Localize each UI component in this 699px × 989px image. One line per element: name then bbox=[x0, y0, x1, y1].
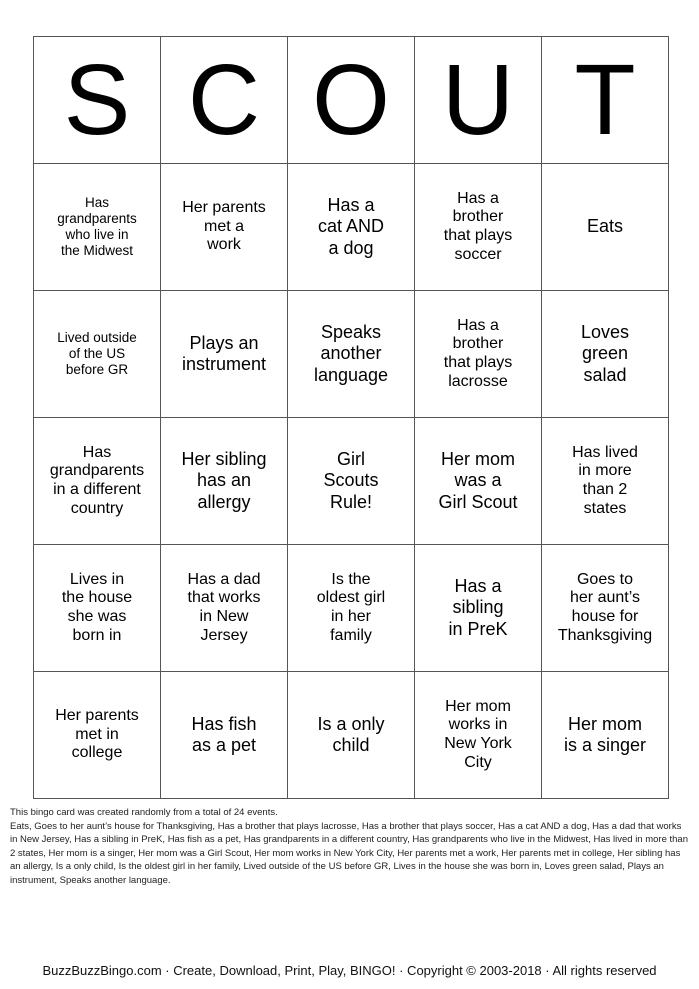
bingo-cell-line: Speaks bbox=[320, 322, 382, 343]
bingo-cell-line: Is a only bbox=[317, 713, 385, 734]
bingo-cell-line: country bbox=[70, 499, 124, 517]
bingo-cell[interactable] bbox=[161, 418, 288, 545]
bingo-cell-line: the house bbox=[61, 589, 133, 607]
bingo-cell[interactable] bbox=[161, 672, 288, 799]
bingo-cell-line: Her parents bbox=[55, 706, 139, 724]
bingo-cell-line: who live in bbox=[65, 227, 129, 242]
bingo-cell[interactable] bbox=[288, 672, 415, 799]
header-letter: S bbox=[34, 37, 161, 164]
bingo-cell-line: Her mom bbox=[445, 697, 511, 715]
header-letter: O bbox=[288, 37, 415, 164]
header-letter: C bbox=[161, 37, 288, 164]
bingo-cell-line: Lived outside bbox=[57, 330, 137, 346]
bingo-row bbox=[34, 418, 669, 545]
bingo-cell[interactable] bbox=[542, 418, 669, 545]
bingo-cell-line: Her parents bbox=[182, 198, 266, 216]
bingo-row bbox=[34, 164, 669, 291]
bingo-cell[interactable] bbox=[34, 418, 161, 545]
bingo-cell-line: works in bbox=[448, 716, 508, 734]
bingo-cell-line: brother bbox=[452, 208, 504, 226]
bingo-cell-line: Has a dad bbox=[187, 570, 261, 588]
bingo-cell[interactable] bbox=[34, 545, 161, 672]
bingo-cell[interactable] bbox=[542, 672, 669, 799]
bingo-cell[interactable] bbox=[34, 672, 161, 799]
bingo-cell-line: Thanksgiving bbox=[557, 626, 653, 644]
bingo-card bbox=[33, 36, 669, 799]
bingo-cell-line: was a bbox=[454, 470, 502, 491]
bingo-cell-line: brother bbox=[452, 335, 504, 353]
bingo-cell-line: in a different bbox=[53, 481, 141, 498]
bingo-cell-line: Jersey bbox=[200, 626, 248, 644]
bingo-cell-line: cat AND bbox=[317, 216, 385, 237]
bingo-cell-line: Her mom bbox=[440, 449, 515, 470]
header-letter: T bbox=[542, 37, 669, 164]
bingo-cell-line: Has bbox=[82, 443, 112, 461]
bingo-cell[interactable] bbox=[415, 291, 542, 418]
bingo-cell-line: grandparents bbox=[49, 462, 145, 480]
bingo-cell-line: than 2 bbox=[582, 481, 628, 498]
bingo-cell-line: Has a bbox=[457, 316, 499, 334]
bingo-cell[interactable] bbox=[415, 545, 542, 672]
bingo-cell-line: Is the bbox=[331, 570, 371, 588]
bingo-cell-line: the Midwest bbox=[60, 242, 134, 258]
bingo-cell-line: her aunt’s bbox=[570, 589, 640, 607]
bingo-cell-line: Goes to bbox=[576, 570, 634, 588]
bingo-cell-line: another bbox=[320, 343, 382, 364]
site-footer: BuzzBuzzBingo.com · Create, Download, Print, Play, BINGO! · Copyright © 2003-2018 · All rights reserved bbox=[42, 963, 657, 978]
bingo-cell-line: house for bbox=[571, 608, 639, 625]
bingo-cell[interactable] bbox=[542, 545, 669, 672]
bingo-cell[interactable] bbox=[415, 672, 542, 799]
bingo-cell-line: that plays bbox=[443, 354, 513, 371]
bingo-cell-line: Has a bbox=[454, 576, 502, 597]
bingo-cell-line: Has fish bbox=[191, 713, 257, 734]
bingo-cell-line: states bbox=[583, 499, 627, 517]
bingo-cell-line: green bbox=[581, 343, 629, 364]
bingo-row bbox=[34, 291, 669, 418]
bingo-cell-line: in more bbox=[578, 462, 632, 480]
header-letter: U bbox=[415, 37, 542, 164]
bingo-cell-line: soccer bbox=[454, 245, 502, 263]
bingo-cell-line: Has a bbox=[457, 189, 499, 207]
bingo-cell-line: Her sibling bbox=[181, 449, 267, 470]
bingo-cell-line: in New bbox=[199, 608, 249, 625]
bingo-cell-line: as a pet bbox=[191, 735, 257, 755]
bingo-cell-line: of the US bbox=[68, 346, 126, 362]
bingo-cell[interactable] bbox=[161, 164, 288, 291]
bingo-cell-line: grandparents bbox=[57, 211, 137, 227]
bingo-cell-line: Rule! bbox=[329, 491, 373, 512]
bingo-cell-line: Scouts bbox=[323, 470, 379, 491]
bingo-cell-line: allergy bbox=[197, 491, 251, 512]
bingo-cell-line: a dog bbox=[328, 237, 374, 258]
bingo-cell-line: oldest girl bbox=[316, 589, 386, 607]
bingo-cell-line: has an bbox=[196, 470, 252, 491]
bingo-cell[interactable] bbox=[34, 291, 161, 418]
bingo-cell-line: met in bbox=[75, 725, 119, 743]
bingo-cell-line: Has a bbox=[327, 195, 375, 216]
bingo-cell[interactable] bbox=[415, 164, 542, 291]
bingo-cell-line: college bbox=[71, 744, 123, 762]
bingo-cell-line: language bbox=[313, 364, 389, 385]
bingo-cell[interactable] bbox=[415, 418, 542, 545]
bingo-cell-line: met a bbox=[203, 217, 244, 235]
bingo-cell-line: Girl Scout bbox=[438, 491, 518, 512]
bingo-row bbox=[34, 672, 669, 799]
bingo-cell-line: child bbox=[332, 735, 370, 755]
bingo-cell[interactable] bbox=[288, 545, 415, 672]
card-event-list: Eats, Goes to her aunt’s house for Thanksgiving, Has a brother that plays lacrosse, Has a brother that plays soccer, Has a cat AND a dog, Has a dad that works in New Jersey, Has a sibling in PreK, Has fish as a pet, Has grandparents in a different country, Has grandparents who live in the Midwest, Has lived in more than 2 states, Her mom is a singer, Her mom was a Girl Scout, Her mom works in New York City, Her parents met a work, Her parents met in college, Her sibling has an allergy, Is a only child, Is the oldest girl in her family, Lived outside of the US before GR, Lives in the house she was born in, Loves green salad, Plays an instrument, Speaks another language. bbox=[10, 820, 688, 886]
bingo-header-row bbox=[34, 37, 669, 164]
bingo-cell[interactable] bbox=[288, 164, 415, 291]
bingo-cell-line: that plays bbox=[443, 227, 513, 244]
bingo-cell-line: that works bbox=[187, 589, 261, 607]
bingo-cell-line: Lives in bbox=[69, 570, 125, 588]
bingo-cell-line: sibling bbox=[452, 597, 504, 618]
bingo-cell-line: Loves bbox=[580, 322, 630, 343]
bingo-cell[interactable] bbox=[542, 164, 669, 291]
bingo-cell-line: in her bbox=[330, 608, 372, 625]
bingo-cell-line: Plays an bbox=[189, 332, 259, 353]
bingo-row bbox=[34, 545, 669, 672]
bingo-cell[interactable] bbox=[288, 291, 415, 418]
bingo-cell-line: she was bbox=[67, 608, 127, 625]
bingo-cell[interactable] bbox=[161, 291, 288, 418]
bingo-cell-line: New York bbox=[444, 735, 512, 752]
bingo-cell-line: in PreK bbox=[448, 618, 508, 639]
bingo-cell-line: before GR bbox=[65, 361, 129, 377]
bingo-cell-line: is a singer bbox=[563, 735, 647, 755]
bingo-cell-line: family bbox=[330, 626, 372, 644]
bingo-cell-line: instrument bbox=[181, 354, 267, 374]
bingo-cell-line: lacrosse bbox=[448, 372, 508, 390]
bingo-cell-line: Has lived bbox=[572, 443, 638, 461]
bingo-cell[interactable] bbox=[161, 545, 288, 672]
bingo-cell-line: Girl bbox=[337, 449, 365, 470]
bingo-cell-line: salad bbox=[583, 364, 627, 385]
card-description bbox=[10, 806, 690, 888]
bingo-cell[interactable] bbox=[34, 164, 161, 291]
bingo-cell-line: Her mom bbox=[567, 713, 642, 734]
bingo-cell-line: born in bbox=[72, 626, 122, 644]
card-description-intro: This bingo card was created randomly from a total of 24 events. bbox=[10, 807, 278, 818]
bingo-cell[interactable] bbox=[542, 291, 669, 418]
bingo-cell-line: work bbox=[207, 236, 241, 254]
bingo-cell-line: City bbox=[464, 753, 492, 771]
bingo-cell-line: Has bbox=[84, 195, 109, 211]
bingo-cell[interactable] bbox=[288, 418, 415, 545]
bingo-cell-line: Eats bbox=[586, 216, 624, 237]
